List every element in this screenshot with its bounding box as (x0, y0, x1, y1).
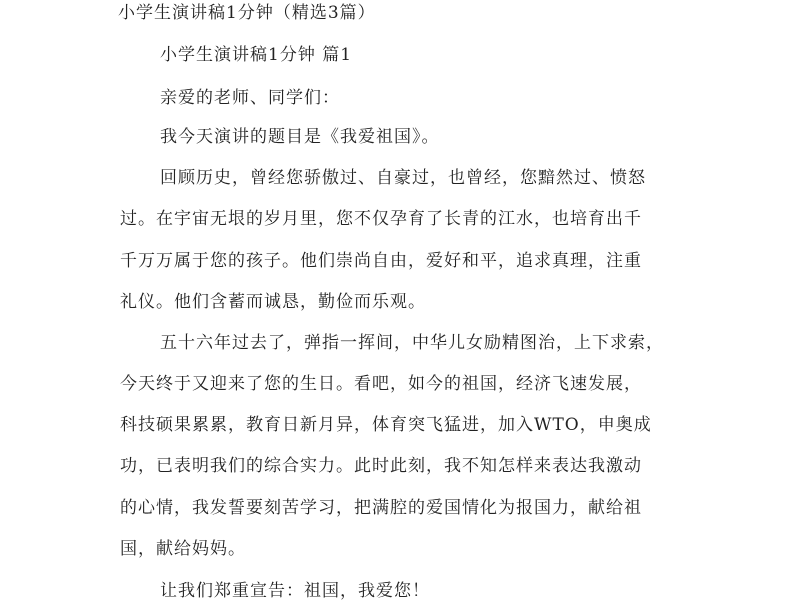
body-line: 今天终于又迎来了您的生日。看吧，如今的祖国，经济飞速发展， (120, 374, 642, 394)
body-line: 回顾历史，曾经您骄傲过、自豪过，也曾经，您黯然过、愤怒 (160, 168, 646, 188)
body-line: 千万万属于您的孩子。他们崇尚自由，爱好和平，追求真理，注重 (120, 251, 642, 271)
salutation-line: 亲爱的老师、同学们： (160, 88, 340, 108)
body-line: 礼仪。他们含蓄而诚恳，勤俭而乐观。 (120, 292, 426, 312)
document-title: 小学生演讲稿1分钟（精选3篇） (118, 3, 376, 23)
body-line: 科技硕果累累，教育日新月异，体育突飞猛进，加入WTO，申奥成 (120, 415, 652, 435)
body-line: 过。在宇宙无垠的岁月里，您不仅孕育了长青的江水，也培育出千 (120, 209, 642, 229)
body-line: 我今天演讲的题目是《我爱祖国》。 (160, 127, 440, 147)
body-line: 功，已表明我们的综合实力。此时此刻，我不知怎样来表达我激动 (120, 456, 642, 476)
body-line: 的心情，我发誓要刻苦学习，把满腔的爱国情化为报国力，献给祖 (120, 498, 642, 518)
body-line: 国，献给妈妈。 (120, 539, 246, 559)
closing-line: 让我们郑重宣告：祖国，我爱您！ (160, 581, 430, 600)
body-line: 五十六年过去了，弹指一挥间，中华儿女励精图治，上下求索， (160, 333, 664, 353)
section-heading: 小学生演讲稿1分钟 篇1 (160, 45, 353, 65)
